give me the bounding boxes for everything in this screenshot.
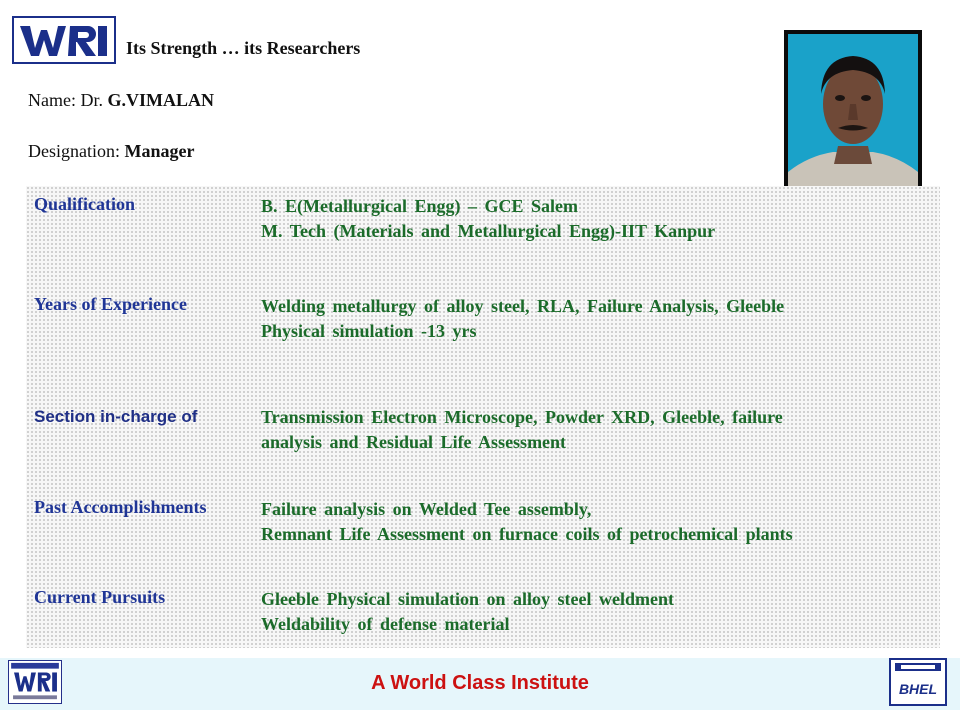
detail-value <box>261 587 674 637</box>
detail-label: Qualification <box>34 194 136 214</box>
detail-label: Current Pursuits <box>34 587 166 607</box>
name-value: G.VIMALAN <box>107 90 214 110</box>
detail-line: Failure analysis on Welded Tee assembly, <box>261 499 592 519</box>
detail-label: Years of Experience <box>34 294 187 314</box>
detail-label: Past Accomplishments <box>34 497 207 517</box>
designation-value: Manager <box>124 141 195 161</box>
detail-line: B. E(Metallurgical Engg) – GCE Salem <box>261 196 578 216</box>
detail-value <box>261 294 784 344</box>
detail-line: Welding metallurgy of alloy steel, RLA, Failure Analysis, Gleeble <box>261 296 785 316</box>
detail-line: Weldability of defense material <box>261 614 510 634</box>
name-label: Name: Dr. <box>28 90 108 110</box>
designation-line <box>28 141 194 162</box>
bhel-logo-text: BHEL <box>898 681 938 697</box>
footer-bar <box>0 658 960 710</box>
footer-slogan: A World Class Institute <box>371 672 589 694</box>
portrait-image <box>788 34 918 196</box>
detail-value <box>261 405 783 455</box>
detail-line: M. Tech (Materials and Metallurgical Engg)-IIT Kanpur <box>261 221 716 241</box>
bhel-logo <box>889 658 947 706</box>
wri-logo-icon <box>14 18 114 62</box>
designation-label: Designation: <box>28 141 125 161</box>
detail-label: Section in-charge of <box>34 407 198 426</box>
detail-value <box>261 194 715 244</box>
detail-line: analysis and Residual Life Assessment <box>261 432 567 452</box>
detail-line: Remnant Life Assessment on furnace coils of petrochemical plants <box>261 524 793 544</box>
detail-line: Transmission Electron Microscope, Powder XRD, Gleeble, failure <box>261 407 783 427</box>
detail-line: Gleeble Physical simulation on alloy steel weldment <box>261 589 674 609</box>
page-tagline: Its Strength … its Researchers <box>126 38 361 58</box>
name-line <box>28 90 214 111</box>
footer-wri-logo <box>8 660 62 704</box>
wri-logo <box>12 16 116 64</box>
details-panel <box>26 186 940 648</box>
detail-line: Physical simulation -13 yrs <box>261 321 477 341</box>
profile-photo <box>784 30 922 200</box>
wri-logo-small-icon <box>9 661 61 703</box>
bhel-logo-icon <box>891 660 945 704</box>
detail-value <box>261 497 793 547</box>
